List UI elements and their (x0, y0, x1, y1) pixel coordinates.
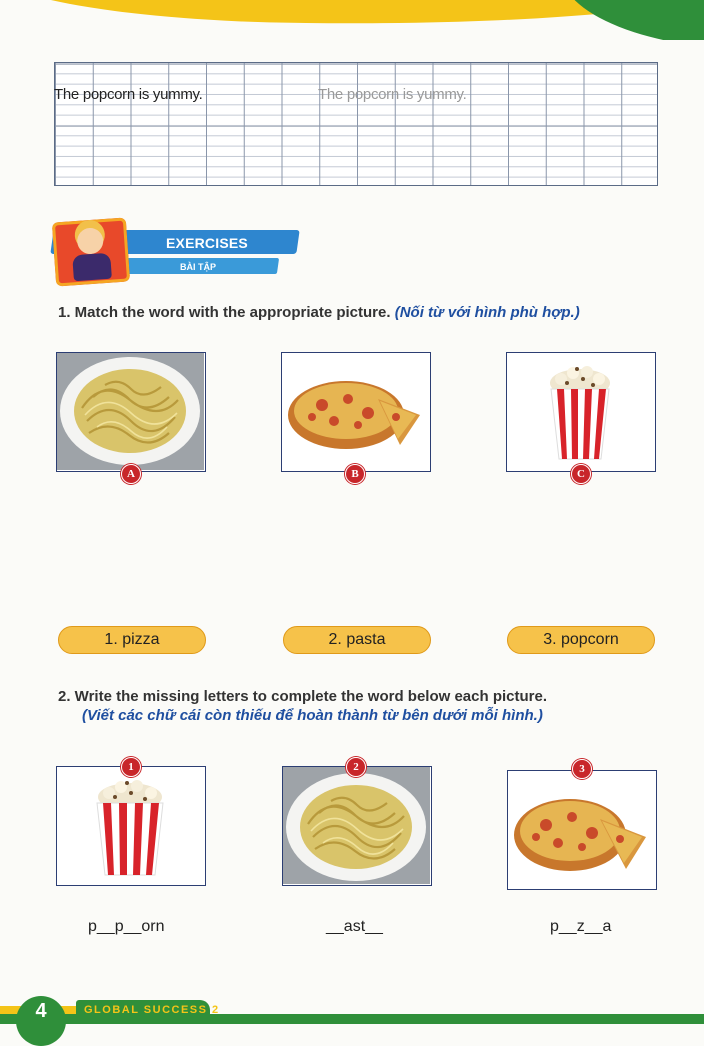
task2-picture-1 (56, 766, 206, 886)
top-decoration (0, 0, 704, 40)
student-avatar-icon (52, 217, 130, 286)
exercises-title: EXERCISES (166, 235, 248, 251)
pizza-icon (508, 771, 655, 888)
task2-picture-3 (507, 770, 657, 890)
task1-instruction-en: 1. Match the word with the appropriate picture. (58, 304, 391, 321)
task2-instruction-en: 2. Write the missing letters to complete the word below each picture. (58, 688, 547, 705)
task1-badge-a: A (121, 464, 141, 484)
task2-badge-2: 2 (346, 757, 366, 777)
footer (0, 996, 704, 1024)
task2-picture-2 (282, 766, 432, 886)
handwriting-grid (54, 62, 658, 186)
pizza-icon (282, 353, 429, 470)
word-pill-pasta[interactable]: 2. pasta (283, 626, 431, 654)
popcorn-icon (507, 353, 654, 470)
task1-instruction (58, 304, 580, 321)
task1-picture-a[interactable] (56, 352, 206, 472)
word-pill-popcorn[interactable]: 3. popcorn (507, 626, 655, 654)
handwriting-sample-text: The popcorn is yummy. (54, 86, 203, 103)
pasta-icon (57, 353, 204, 470)
missing-word-popcorn[interactable]: p__p__orn (88, 918, 165, 935)
page-number: 4 (16, 996, 66, 1046)
exercises-subtitle: BÀI TẬP (180, 262, 216, 272)
task1-instruction-vi: (Nối từ với hình phù hợp.) (394, 304, 580, 321)
series-title: GLOBAL SUCCESS 2 (84, 1004, 220, 1016)
pasta-icon (283, 767, 430, 884)
task2-instruction (58, 688, 547, 724)
popcorn-icon (57, 767, 204, 884)
task2-instruction-vi: (Viết các chữ cái còn thiếu để hoàn thành từ bên dưới mỗi hình.) (82, 707, 543, 724)
missing-word-pizza[interactable]: p__z__a (550, 918, 612, 935)
task1-badge-c: C (571, 464, 591, 484)
task2-badge-3: 3 (572, 759, 592, 779)
handwriting-trace-text: The popcorn is yummy. (318, 86, 467, 103)
exercises-banner (44, 220, 304, 282)
missing-word-pasta[interactable]: __ast__ (326, 918, 383, 935)
task2-badge-1: 1 (121, 757, 141, 777)
task1-picture-b[interactable] (281, 352, 431, 472)
word-pill-pizza[interactable]: 1. pizza (58, 626, 206, 654)
task1-picture-c[interactable] (506, 352, 656, 472)
task1-badge-b: B (345, 464, 365, 484)
